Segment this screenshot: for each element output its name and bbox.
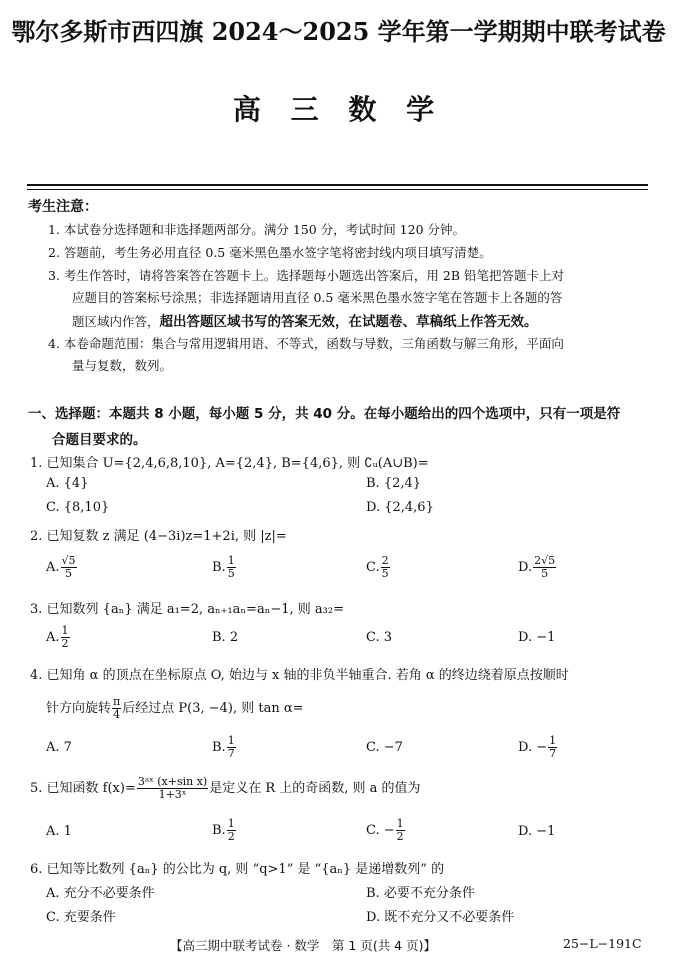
q2-option-b: B. $\frac{1}{5}$ — [212, 554, 235, 580]
section-heading-cont: 合题目要求的。 — [52, 432, 147, 448]
subject-title: 高 三 数 学 — [232, 93, 445, 126]
q4-d-fraction: $\frac{1}{7}$ — [549, 734, 557, 760]
question-4: 4. 已知角 α 的顶点在坐标原点 O, 始边与 x 轴的非负半轴重合. 若角 α 的终边绕着原点按顺时 — [30, 668, 569, 683]
q3-option-c: C. 3 — [366, 630, 393, 645]
q4-b-fraction: $\frac{1}{7}$ — [227, 734, 235, 760]
q5-function-fraction: $\frac{\text{3ᵃˣ (x+sin x)}}{\text{1+3ˣ}}$ — [137, 775, 208, 801]
q2-c-fraction: $\frac{2}{5}$ — [381, 554, 389, 580]
q2-b-fraction: $\frac{1}{5}$ — [227, 554, 235, 580]
notice-item-3: 3. 考生作答时，请将答案答在答题卡上。选择题每小题选出答案后，用 2B 铅笔把答题卡上对 — [48, 268, 564, 283]
q2-option-c: C. $\frac{2}{5}$ — [366, 554, 389, 580]
q3-option-d: D. −1 — [518, 630, 556, 645]
notice-item-3-cont: 应题目的答案标号涂黑；非选择题请用直径 0.5 毫米黑色墨水签字笔在答题卡上各题的答 — [72, 290, 563, 305]
q5-option-c: C. − $\frac{1}{2}$ — [366, 817, 404, 843]
q2-option-a: A. $\frac{√5}{5}$ — [46, 554, 76, 580]
notice-item-4-cont: 量与复数，数列。 — [72, 358, 173, 373]
q1-option-d: D. {2,4,6} — [366, 500, 434, 515]
q5-c-fraction: $\frac{1}{2}$ — [396, 817, 404, 843]
notice-item-3-end — [72, 310, 538, 330]
question-4-cont: 针方向旋转 $\frac{\pi}{4}$ 后经过点 P(3, −4), 则 tan α= — [46, 695, 304, 721]
divider-thin — [27, 189, 648, 190]
q6-option-c: C. 充要条件 — [46, 910, 116, 925]
q6-option-b: B. 必要不充分条件 — [366, 886, 475, 901]
divider-thick — [27, 184, 648, 186]
q3-option-b: B. 2 — [212, 630, 239, 645]
footer-code: 25−L−191C — [563, 936, 642, 951]
q6-option-d: D. 既不充分又不必要条件 — [366, 910, 515, 925]
question-1: 1. 已知集合 U={2,4,6,8,10}, A={2,4}, B={4,6}, 则 ∁ᵤ(A∪B)= — [30, 456, 429, 471]
q4-option-d: D. − $\frac{1}{7}$ — [518, 734, 557, 760]
notice-item-1: 1. 本试卷分选择题和非选择题两部分。满分 150 分，考试时间 120 分钟。 — [48, 222, 466, 237]
q1-option-b: B. {2,4} — [366, 476, 422, 491]
q2-d-fraction: $\frac{2√5}{5}$ — [534, 554, 556, 580]
notice-item-4: 4. 本卷命题范围：集合与常用逻辑用语、不等式，函数与导数，三角函数与解三角形，平面向 — [48, 336, 564, 351]
q4-option-a: A. 7 — [46, 740, 72, 755]
q1-option-a: A. {4} — [46, 476, 89, 491]
q3-a-fraction: $\frac{1}{2}$ — [61, 624, 69, 650]
footer-page-info: 【高三期中联考试卷 · 数学 第 1 页(共 4 页)】 — [170, 938, 436, 953]
q4-rotation-fraction: $\frac{\pi}{4}$ — [113, 695, 121, 721]
notice-emphasis: 超出答题区域书写的答案无效，在试题卷、草稿纸上作答无效。 — [159, 314, 538, 330]
q5-b-fraction: $\frac{1}{2}$ — [227, 817, 235, 843]
q4-option-b: B. $\frac{1}{7}$ — [212, 734, 235, 760]
question-5: 5. 已知函数 f(x)= $\frac{\text{3ᵃˣ (x+sin x)}}{\text{1+3ˣ}}$ 是定义在 R 上的奇函数, 则 a 的值为 — [30, 775, 421, 801]
notice-item-2: 2. 答题前，考生务必用直径 0.5 毫米黑色墨水签字笔将密封线内项目填写清楚。 — [48, 245, 492, 260]
q5-option-b: B. $\frac{1}{2}$ — [212, 817, 235, 843]
q2-option-d: D. $\frac{2√5}{5}$ — [518, 554, 556, 580]
q4-option-c: C. −7 — [366, 740, 403, 755]
section-heading: 一、选择题：本题共 8 小题，每小题 5 分，共 40 分。在每小题给出的四个选项中，只有一项是符 — [28, 406, 621, 422]
question-2: 2. 已知复数 z 满足 (4−3i)z=1+2i, 则 |z|= — [30, 529, 287, 544]
q1-option-c: C. {8,10} — [46, 500, 110, 515]
q5-option-d: D. −1 — [518, 824, 556, 839]
notice-heading: 考生注意： — [28, 199, 98, 215]
notice-item-3-tail: 题区域内作答， — [72, 314, 160, 329]
question-6: 6. 已知等比数列 {aₙ} 的公比为 q, 则 “q>1” 是 “{aₙ} 是递增数列” 的 — [30, 862, 445, 877]
q6-option-a: A. 充分不必要条件 — [46, 886, 155, 901]
q2-a-fraction: $\frac{√5}{5}$ — [61, 554, 76, 580]
q3-option-a: A. $\frac{1}{2}$ — [46, 624, 69, 650]
question-3: 3. 已知数列 {aₙ} 满足 a₁=2, aₙ₊₁aₙ=aₙ−1, 则 a₃₂= — [30, 602, 344, 617]
q5-option-a: A. 1 — [46, 824, 72, 839]
exam-title: 鄂尔多斯市西四旗 2024～2025 学年第一学期期中联考试卷 — [11, 17, 666, 46]
